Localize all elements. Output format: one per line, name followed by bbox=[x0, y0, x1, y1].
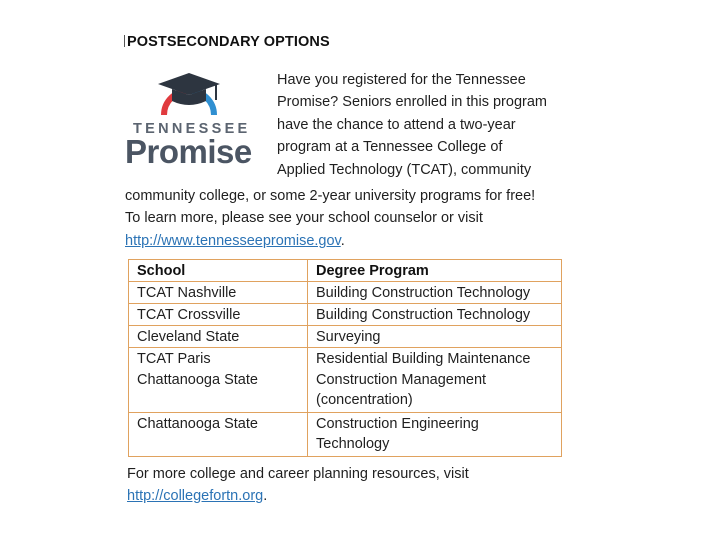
intro-link-line bbox=[125, 230, 585, 252]
cell-program: Residential Building Maintenance bbox=[308, 348, 562, 370]
table-row bbox=[129, 304, 562, 326]
intro-line: community college, or some 2-year university programs for free! bbox=[125, 188, 536, 204]
cell-program-line: Construction Management bbox=[316, 372, 487, 388]
intro-line: program at a Tennessee College of bbox=[277, 139, 503, 156]
intro-paragraph-continued bbox=[125, 185, 585, 252]
cap-board bbox=[158, 73, 220, 95]
logo-text-tennessee: TENNESSEE bbox=[133, 121, 251, 137]
cell-school: Chattanooga State bbox=[129, 369, 308, 413]
table-header-row bbox=[129, 260, 562, 282]
column-header-school: School bbox=[129, 260, 308, 282]
cell-program bbox=[308, 369, 562, 413]
cell-program-line: Construction Engineering bbox=[316, 416, 479, 432]
intro-line: Applied Technology (TCAT), community bbox=[277, 161, 532, 178]
collegefortn-link[interactable]: http://collegefortn.org bbox=[127, 488, 264, 504]
table-row bbox=[129, 413, 562, 457]
intro-line: To learn more, please see your school counselor or visit bbox=[125, 210, 483, 227]
cell-program: Building Construction Technology bbox=[308, 282, 562, 304]
intro-line: Promise? Seniors enrolled in this program bbox=[277, 94, 547, 111]
cell-school: Cleveland State bbox=[129, 326, 308, 348]
intro-line: have the chance to attend a two-year bbox=[277, 116, 516, 133]
footer-line: For more college and career planning resources, visit bbox=[127, 466, 469, 482]
tennessee-promise-logo bbox=[124, 70, 254, 170]
cell-program bbox=[308, 413, 562, 457]
footer-link-line bbox=[127, 485, 469, 507]
logo-text-promise: Promise bbox=[125, 133, 252, 170]
cell-school: TCAT Paris bbox=[129, 348, 308, 370]
column-header-program: Degree Program bbox=[308, 260, 562, 282]
table-row bbox=[129, 369, 562, 413]
cell-program: Surveying bbox=[308, 326, 562, 348]
link-suffix: . bbox=[340, 232, 345, 249]
footer-paragraph bbox=[127, 463, 469, 507]
cell-school: TCAT Crossville bbox=[129, 304, 308, 326]
table-row bbox=[129, 326, 562, 348]
cell-program: Building Construction Technology bbox=[308, 304, 562, 326]
graduation-cap-icon bbox=[124, 70, 254, 122]
intro-line: Have you registered for the Tennessee bbox=[277, 72, 526, 88]
link-suffix: . bbox=[263, 488, 268, 504]
text-cursor bbox=[124, 35, 125, 47]
degree-programs-table bbox=[128, 259, 562, 457]
tennessee-promise-link[interactable]: http://www.tennesseepromise.gov bbox=[125, 232, 341, 249]
cell-school: Chattanooga State bbox=[129, 413, 308, 457]
page-title: POSTSECONDARY OPTIONS bbox=[127, 34, 330, 50]
table-row bbox=[129, 348, 562, 370]
cell-program-line: Technology bbox=[316, 436, 390, 452]
cell-school: TCAT Nashville bbox=[129, 282, 308, 304]
table-row bbox=[129, 282, 562, 304]
cell-program-line: (concentration) bbox=[316, 392, 413, 408]
intro-paragraph bbox=[277, 69, 577, 181]
